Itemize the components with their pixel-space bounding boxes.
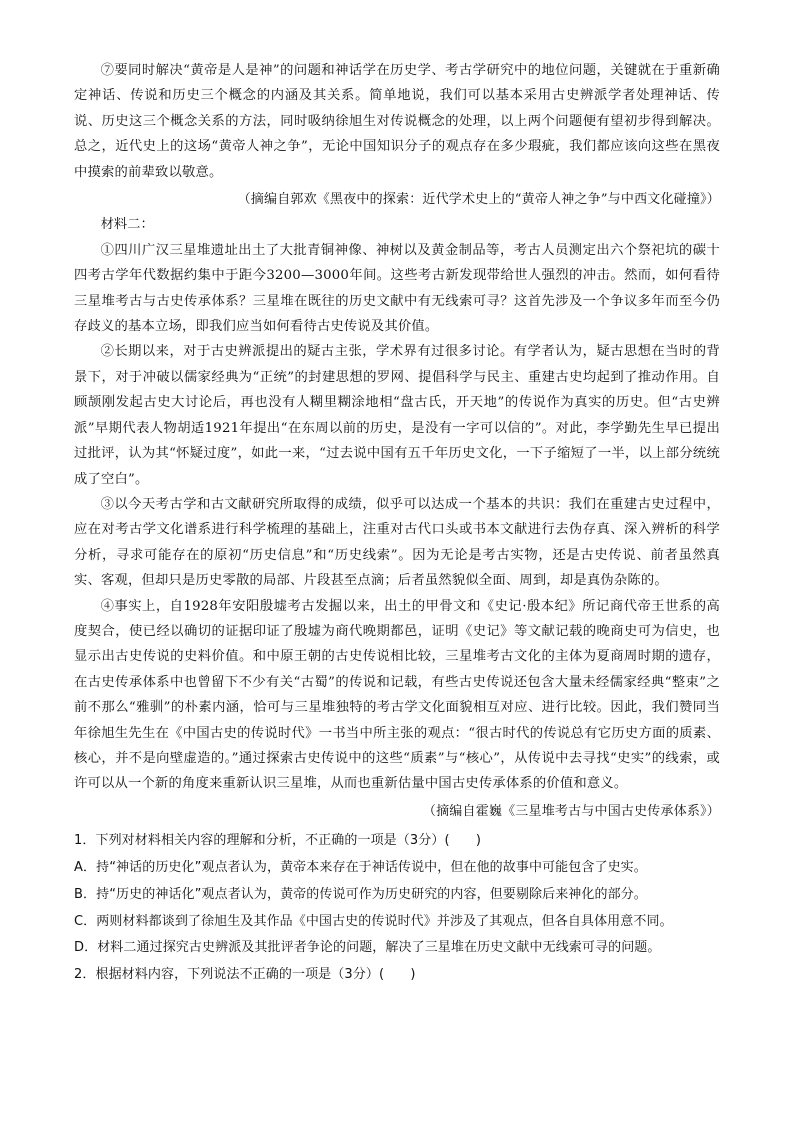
question-1-option-d: D．材料二通过探究古史辨派及其批评者争论的问题，解决了三星堆在历史文献中无线索可寻的问题。 xyxy=(74,940,661,956)
question-1-option-c: C．两则材料都谈到了徐旭生及其作品《中国古史的传说时代》并涉及了其观点，但各自具体用意不同。 xyxy=(74,913,673,929)
questions-section xyxy=(74,828,720,989)
question-1: 1．下列对材料相关内容的理解和分析，不正确的一项是（3分）( ) xyxy=(74,833,481,849)
question-2: 2．根据材料内容，下列说法不正确的一项是（3分）( ) xyxy=(74,967,416,983)
question-1-option-a: A．持“神话的历史化”观点者认为，黄帝本来存在于神话传说中，但在他的故事中可能包含了史实。 xyxy=(74,859,647,875)
material2-heading: 材料二： xyxy=(100,217,154,233)
material2-paragraph-3: ③以今天考古学和古文献研究所取得的成绩，似乎可以达成一个基本的共识：我们在重建古史过程中，应在对考古学文化谱系进行科学梳理的基础上，注重对古代口头或书本文献进行去伪存真、深入辨析的科学分析，寻求可能存在的原初“历史信息”和“历史线索”。因为无论是考古实物，还是古史传说、前者虽然真实、客观，但却只是历史零散的局部、片段甚至点滴；后者虽然貌似全面、周到，却是真伪杂陈的。 xyxy=(74,496,720,589)
material2-source: （摘编自霍巍《三星堆考古与中国古史传承体系》） xyxy=(422,803,720,819)
material1-paragraph-7: ⑦要同时解决“黄帝是人是神”的问题和神话学在历史学、考古学研究中的地位问题，关键就在于重新确定神话、传说和历史三个概念的内涵及其关系。简单地说，我们可以基本采用古史辨派学者处理神话、传说、历史这三个概念关系的方法，同时吸纳徐旭生对传说概念的处理，以上两个问题便有望初步得到解决。总之，近代史上的这场“黄帝人神之争”，无论中国知识分子的观点存在多少瑕疵，我们都应该向这些在黑夜中摸索的前辈致以敬意。 xyxy=(74,63,720,180)
document-body xyxy=(74,58,720,989)
question-1-option-b: B．持“历史的神话化”观点者认为，黄帝的传说可作为历史研究的内容，但要剔除后来神化的部分。 xyxy=(74,886,647,902)
material2-paragraph-4: ④事实上，自1928年安阳殷墟考古发掘以来，出土的甲骨文和《史记·殷本纪》所记商代帝王世系的高度契合，使已经以确切的证据印证了殷墟为商代晚期都邑，证明《史记》等文献记载的晚商史可为信史，也显示出古史传说的史料价值。和中原王朝的古史传说相比较，三星堆考古文化的主体为夏商周时期的遗存，在古史传承体系中也曾留下不少有关“古蜀”的传说和记载，有些古史传说还包含大量未经儒家经典“整束”之前不那么“雅驯”的朴素内涵，恰可与三星堆独特的考古学文化面貌相互对应、进行比较。因此，我们赞同当年徐旭生先生在《中国古史的传说时代》一书当中所主张的观点：“很古时代的传说总有它历史方面的质素、核心，并不是向壁虚造的。”通过探索古史传说中的这些“质素”与“核心”，从传说中去寻找“史实”的线索，或许可以从一个新的角度来重新认识三星堆，从而也重新估量中国古史传承体系的价值和意义。 xyxy=(74,598,720,792)
material2-paragraph-2: ②长期以来，对于古史辨派提出的疑古主张，学术界有过很多讨论。有学者认为，疑古思想在当时的背景下，对于冲破以儒家经典为“正统”的封建思想的罗网、提倡科学与民主、重建古史均起到了推动作用。自顾颉刚发起古史大讨论后，再也没有人糊里糊涂地相“盘古氏，开天地”的传说作为真实的历史。但“古史辨派”早期代表人物胡适1921年提出“在东周以前的历史，是没有一字可以信的”。对此，李学勤先生早已提出过批评，认为其“怀疑过度”，如此一来，“过去说中国有五千年历史文化，一下子缩短了一半，以上部分统统成了空白”。 xyxy=(74,344,720,487)
material2-paragraph-1: ①四川广汉三星堆遗址出土了大批青铜神像、神树以及黄金制品等，考古人员测定出六个祭祀坑的碳十四考古学年代数据约集中于距今3200—3000年间。这些考古新发现带给世人强烈的冲击。然而，如何看待三星堆考古与古史传承体系？三星堆在既往的历史文献中有无线索可寻？这首先涉及一个争议多年而至今仍存歧义的基本立场，即我们应当如何看待古史传说及其价值。 xyxy=(74,242,720,335)
material1-source: （摘编自郭欢《黑夜中的探索：近代学术史上的“黄帝人神之争”与中西文化碰撞》） xyxy=(237,192,720,208)
